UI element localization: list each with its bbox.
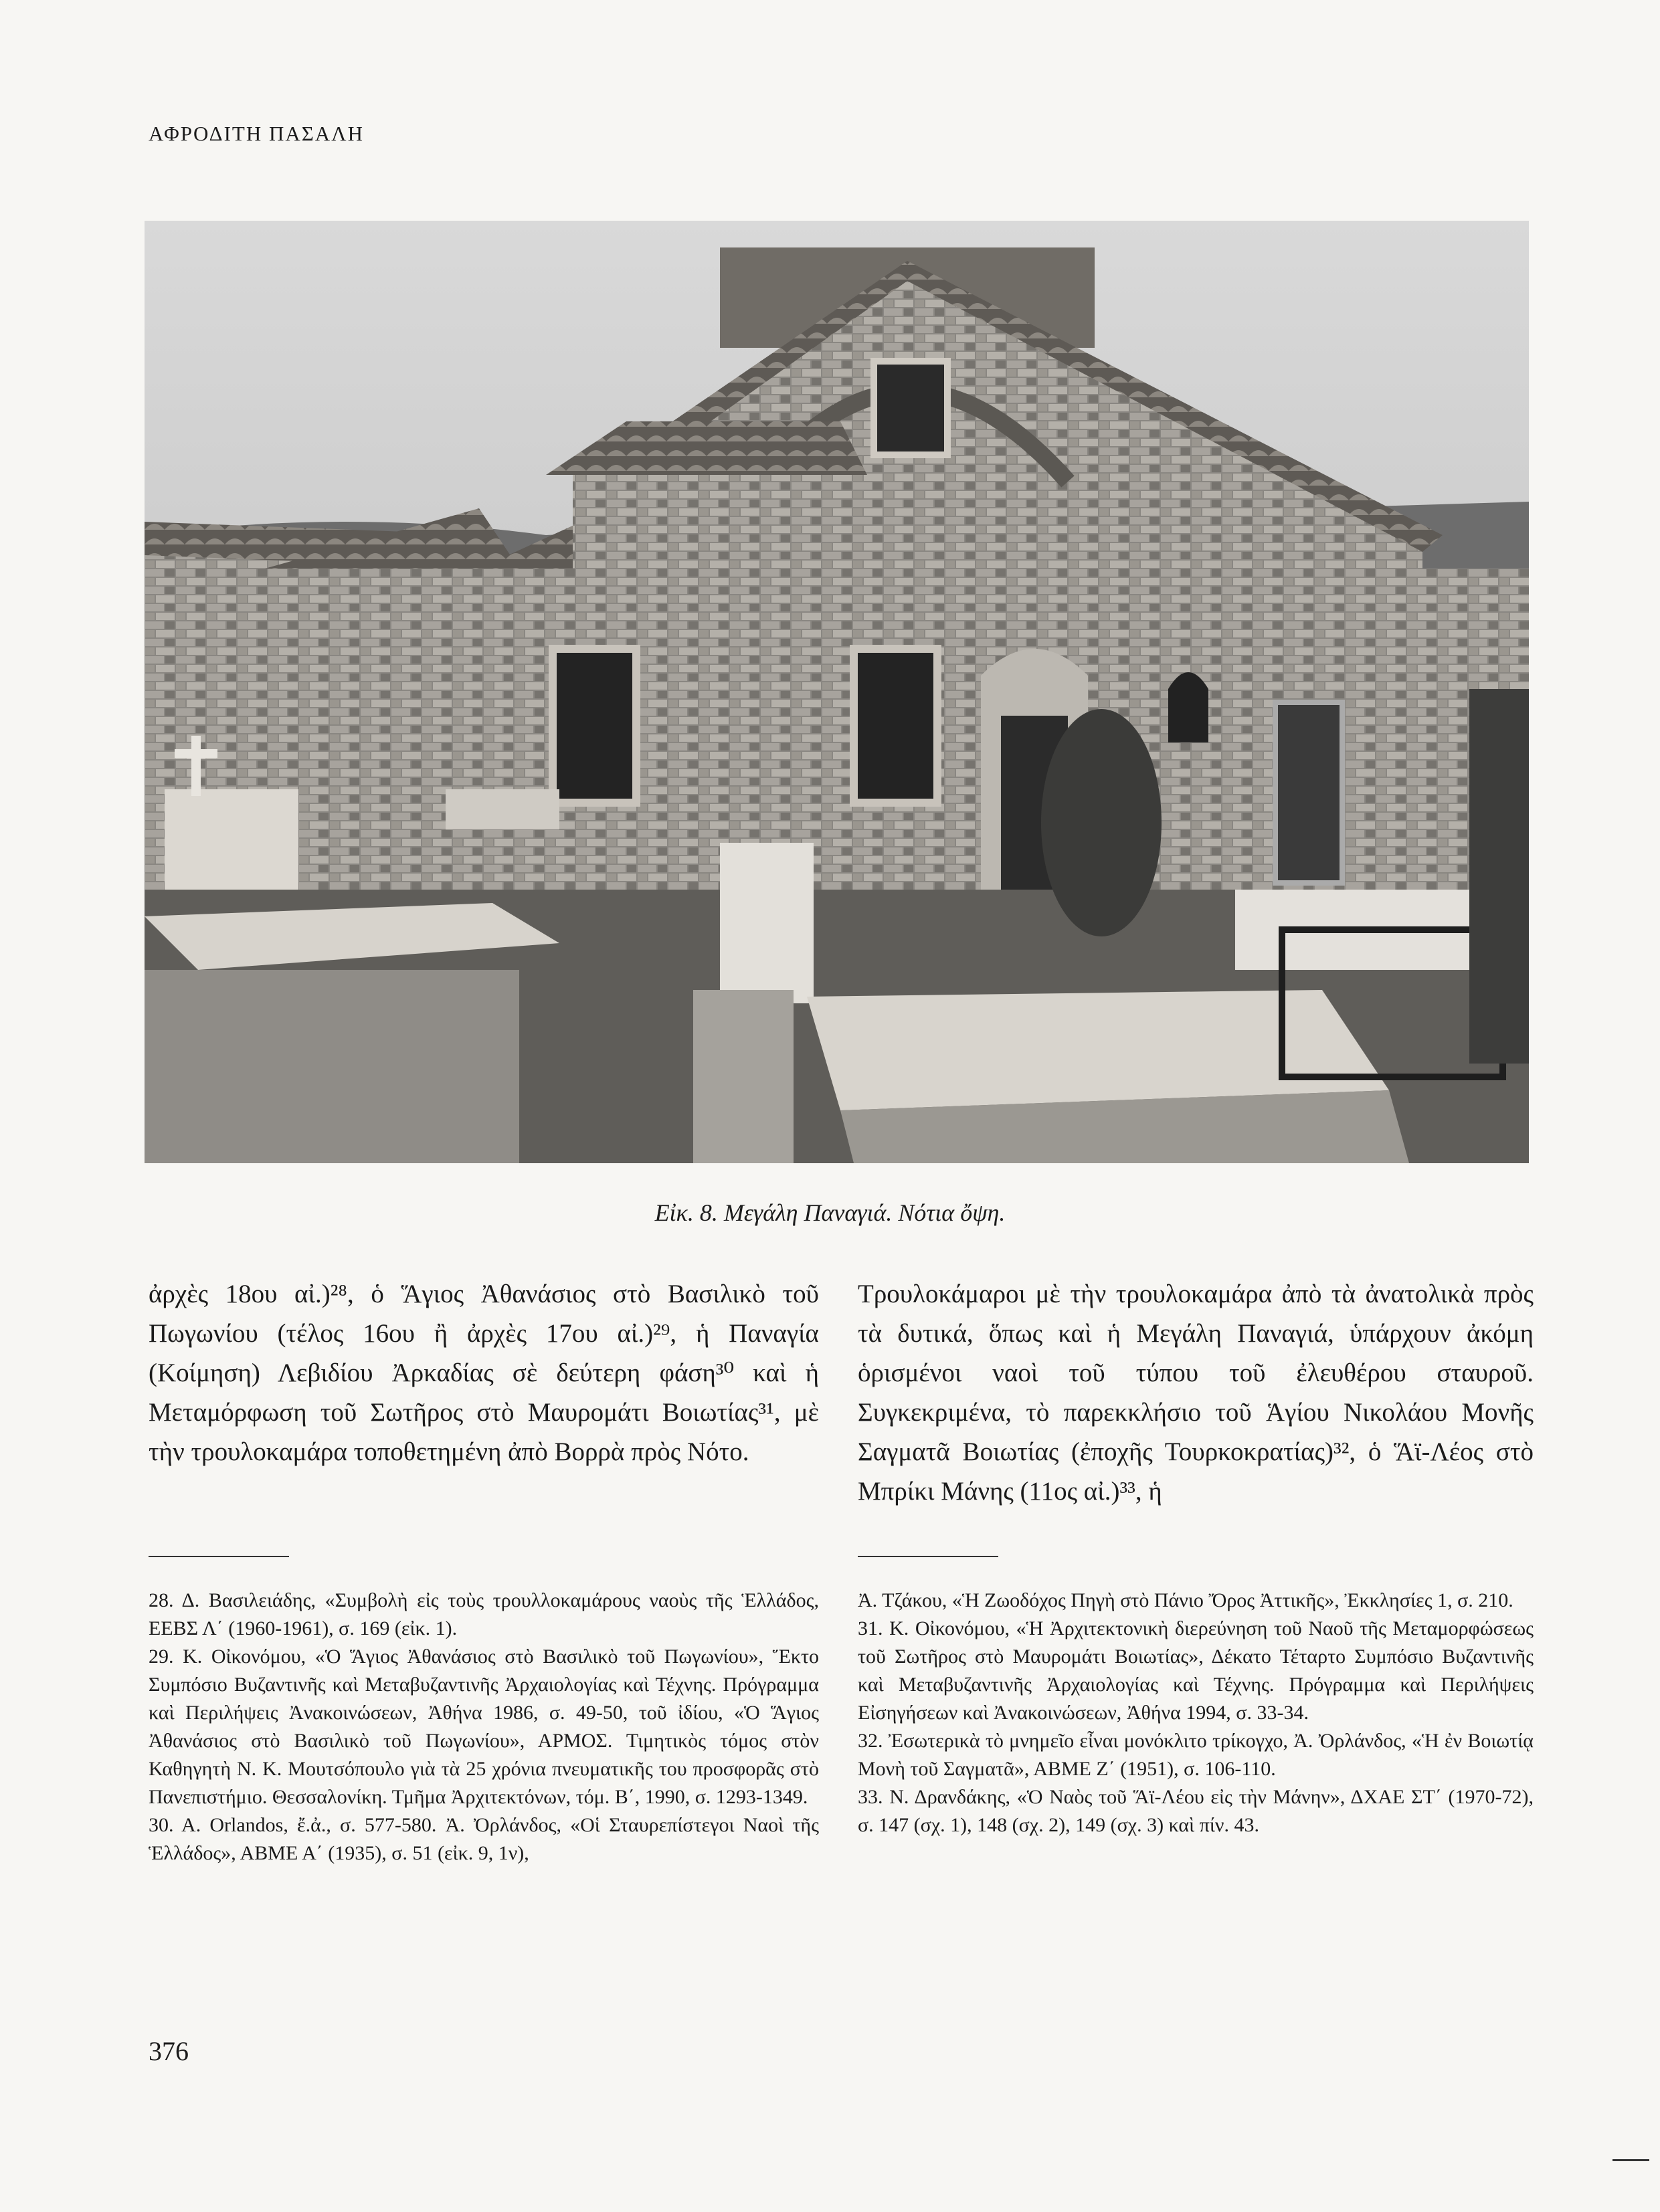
running-header: ΑΦΡΟΔΙΤΗ ΠΑΣΑΛΗ: [149, 122, 365, 145]
footnote-30: 30. A. Orlandos, ἔ.ἀ., σ. 577-580. Ἀ. Ὀρλάνδος, «Οἱ Σταυρεπίστεγοι Ναοὶ τῆς Ἑλλάδος», ΑΒΜΕ Α΄ (1935), σ. 51 (εἰκ. 9, 1ν),: [149, 1814, 819, 1864]
footnote-31: 31. Κ. Οἰκονόμου, «Ἡ Ἀρχιτεκτονικὴ διερεύνηση τοῦ Ναοῦ τῆς Μεταμορφώσεως τοῦ Σωτῆρος στὸ Μαυρομάτι Βοιωτίας», Δέκατο Τέταρτο Συμπόσιο Βυζαντινῆς καὶ Μεταβυζαντινῆς Ἀρχαιολογίας καὶ Τέχνης. Πρόγραμμα καὶ Περιλήψεις Εἰσηγήσεων καὶ Ἀνακοινώσεων, Ἀθήνα 1994, σ. 33-34.: [858, 1617, 1534, 1724]
body-column-left: [149, 1274, 819, 1472]
body-paragraph: ἀρχὲς 18ου αἰ.)²⁸, ὁ Ἅγιος Ἀθανάσιος στὸ Βασιλικὸ τοῦ Πωγωνίου (τέλος 16ου ἢ ἀρχὲς 17ου αἰ.)²⁹, ἡ Παναγία (Κοίμηση) Λεβιδίου Ἀρκαδίας σὲ δεύτερη φάση³⁰ καὶ ἡ Μεταμόρφωση τοῦ Σωτῆρος στὸ Μαυρομάτι Βοιωτίας³¹, μὲ τὴν τρουλοκαμάρα τοποθετημένη ἀπὸ Βορρὰ πρὸς Νότο.: [149, 1280, 819, 1466]
footnote-33: 33. Ν. Δρανδάκης, «Ὁ Ναὸς τοῦ Ἅϊ-Λέου εἰς τὴν Μάνην», ΔΧΑΕ ΣΤ΄ (1970-72), σ. 147 (σχ. 1), 148 (σχ. 2), 149 (σχ. 3) καὶ πίν. 43.: [858, 1786, 1534, 1836]
footnotes-left: [149, 1587, 819, 1868]
page-number: 376: [149, 2036, 189, 2066]
footnote-29: 29. Κ. Οἰκονόμου, «Ὁ Ἅγιος Ἀθανάσιος στὸ Βασιλικὸ τοῦ Πωγωνίου», Ἕκτο Συμπόσιο Βυζαντινῆς καὶ Μεταβυζαντινῆς Ἀρχαιολογίας καὶ Τέχνης. Πρόγραμμα καὶ Περιλήψεις Ἀνακοινώσεων, Ἀθήνα 1986, σ. 49-50, τοῦ ἰδίου, «Ὁ Ἅγιος Ἀθανάσιος στὸ Βασιλικὸ τοῦ Πωγωνίου», ΑΡΜΟΣ. Τιμητικὸς τόμος στὸν Καθηγητὴ Ν. Κ. Μουτσόπουλο γιὰ τὰ 25 χρόνια πνευματικῆς του προσφορᾶς στὸ Πανεπιστήμιο. Θεσσαλονίκη. Τμῆμα Ἀρχιτεκτόνων, τόμ. Β΄, 1990, σ. 1293-1349.: [149, 1645, 819, 1808]
footnote-32: 32. Ἐσωτερικὰ τὸ μνημεῖο εἶναι μονόκλιτο τρίκογχο, Ἀ. Ὀρλάνδος, «Ἡ ἐν Βοιωτίᾳ Μονὴ τοῦ Σαγματᾶ», ΑΒΜΕ Ζ΄ (1951), σ. 106-110.: [858, 1730, 1534, 1780]
figure-caption: Εἰκ. 8. Μεγάλη Παναγιά. Νότια ὄψη.: [654, 1199, 1006, 1226]
footnote-rule-right: [858, 1556, 998, 1557]
footnote-rule-left: [149, 1556, 289, 1557]
corner-mark: [1612, 2159, 1649, 2161]
church-photograph: [145, 221, 1529, 1163]
footnote-28: 28. Δ. Βασιλειάδης, «Συμβολὴ εἰς τοὺς τρουλλοκαμάρους ναοὺς τῆς Ἑλλάδος, ΕΕΒΣ Λ΄ (1960-1961), σ. 169 (εἰκ. 1).: [149, 1589, 819, 1639]
footnotes-right: [858, 1587, 1534, 1839]
footnote-30-continued: Ἀ. Τζάκου, «Ἡ Ζωοδόχος Πηγὴ στὸ Πάνιο Ὄρος Ἀττικῆς», Ἐκκλησίες 1, σ. 210.: [858, 1589, 1513, 1611]
body-column-right: [858, 1274, 1534, 1511]
body-paragraph: Τρουλοκάμαροι μὲ τὴν τρουλοκαμάρα ἀπὸ τὰ ἀνατολικὰ πρὸς τὰ δυτικά, ὅπως καὶ ἡ Μεγάλη Παναγιά, ὑπάρχουν ἀκόμη ὁρισμένοι ναοὶ τοῦ τύπου τοῦ ἐλευθέρου σταυροῦ. Συγκεκριμένα, τὸ παρεκκλήσιο τοῦ Ἁγίου Νικολάου Μονῆς Σαγματᾶ Βοιωτίας (ἐποχῆς Τουρκοκρατίας)³², ὁ Ἅϊ-Λέος στὸ Μπρίκι Μάνης (11ος αἰ.)³³, ἡ: [858, 1280, 1534, 1506]
